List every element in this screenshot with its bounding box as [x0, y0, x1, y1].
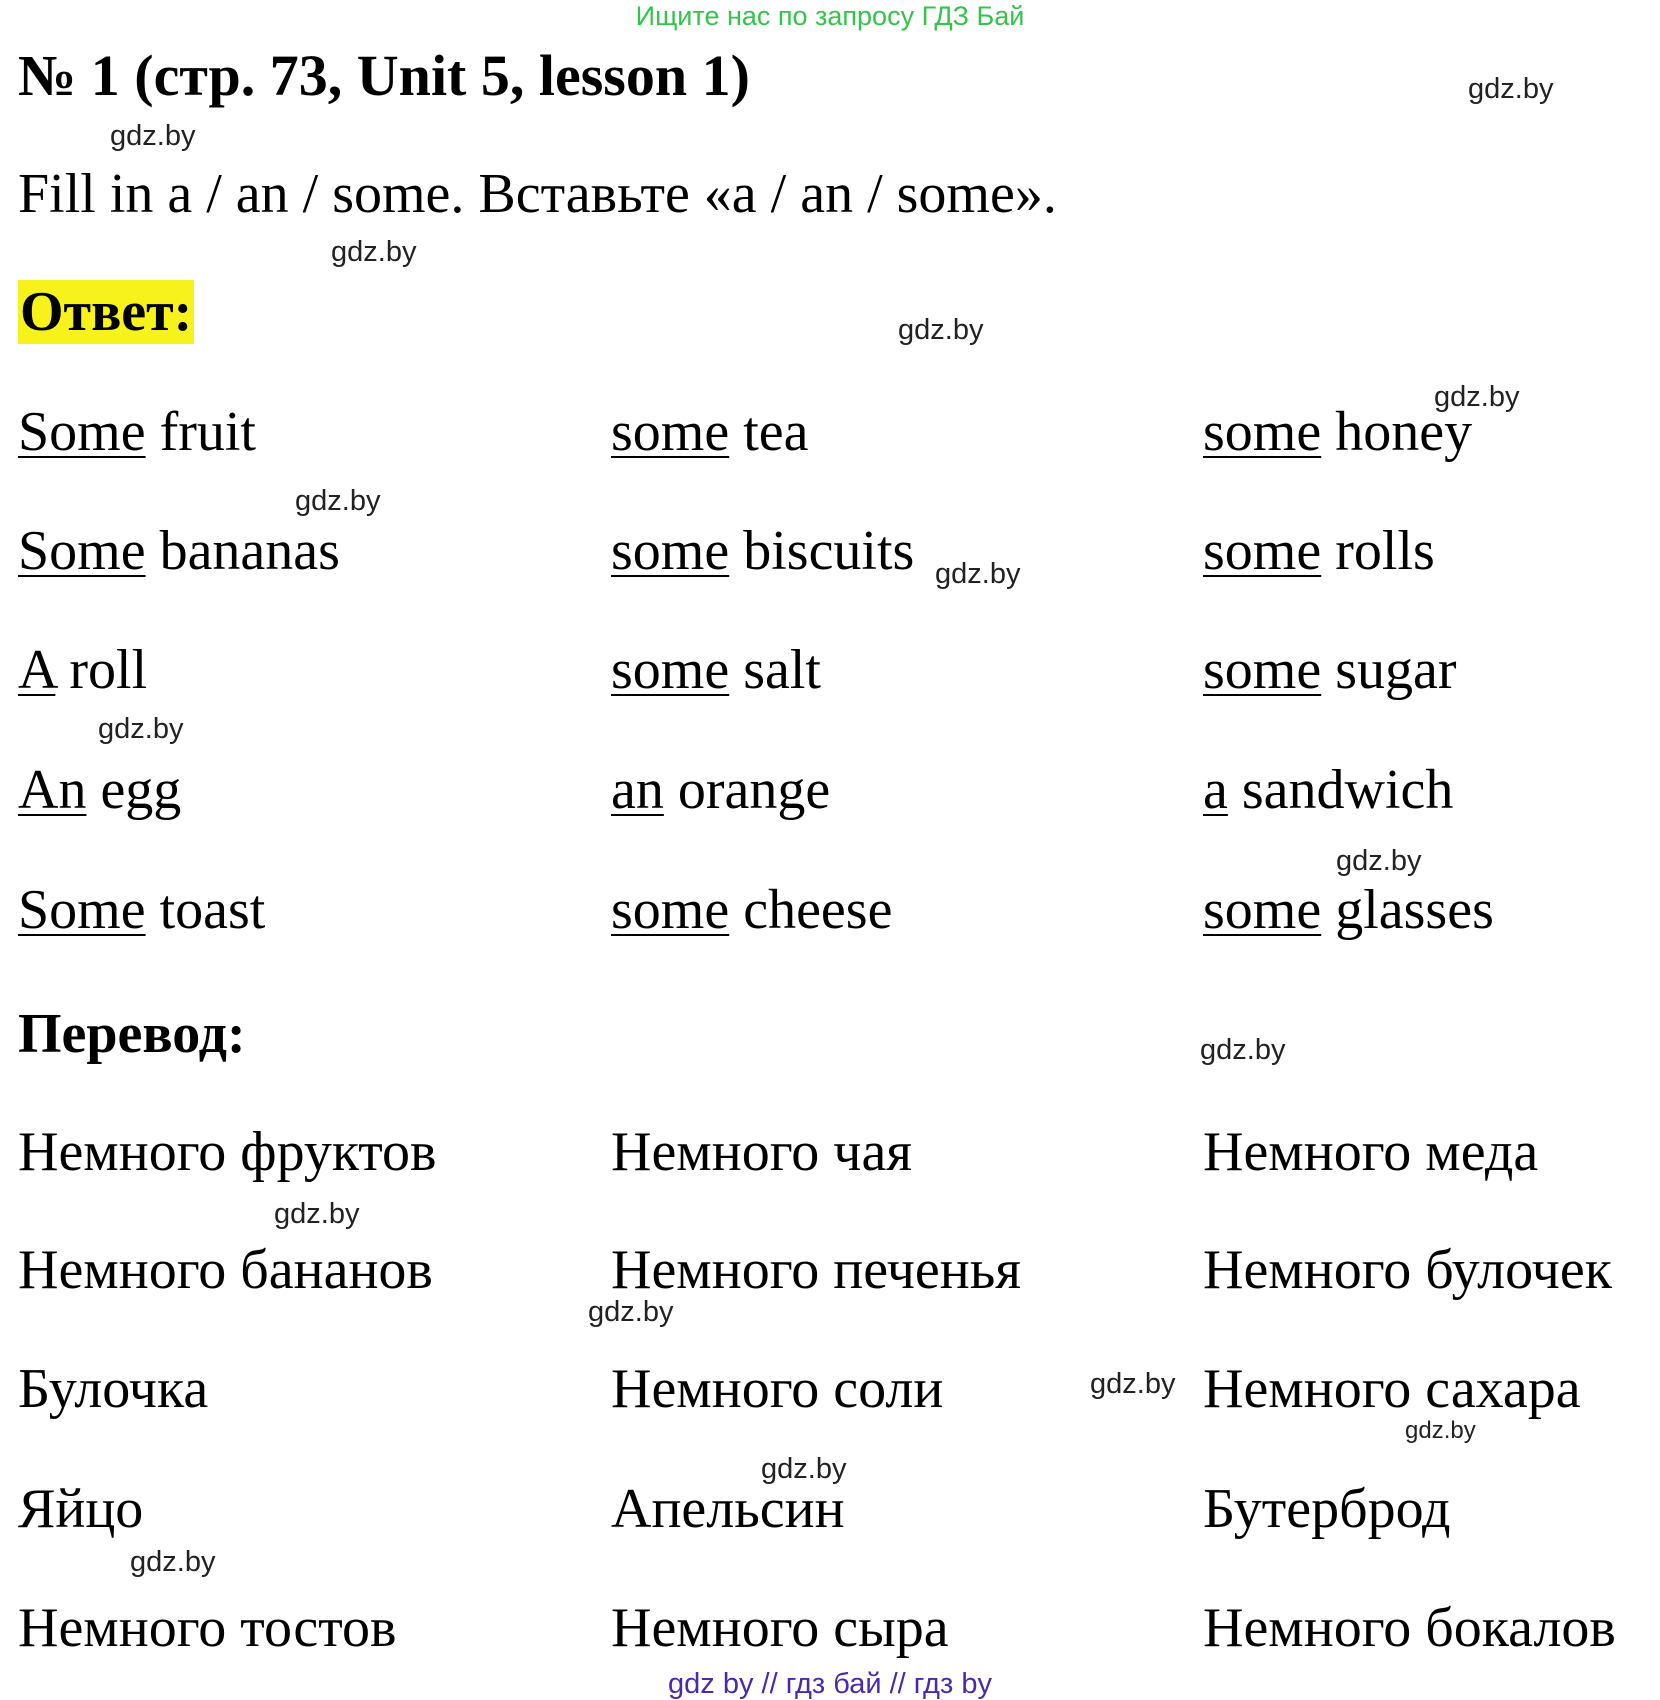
answer-item	[18, 756, 181, 824]
answer-word: tea	[729, 401, 809, 463]
answer-word: egg	[86, 759, 182, 821]
watermark: gdz.by	[274, 1198, 360, 1230]
watermark: gdz.by	[130, 1546, 216, 1578]
answer-word: honey	[1321, 401, 1473, 463]
footer-watermark: gdz by // гдз бай // гдз by	[668, 1668, 992, 1700]
answer-item	[18, 517, 340, 585]
watermark: gdz.by	[761, 1453, 847, 1485]
translation-item: Немного печенья	[611, 1239, 1021, 1301]
answer-word: bananas	[145, 520, 340, 582]
answer-item	[1203, 398, 1472, 466]
answer-item	[611, 756, 830, 824]
watermark: gdz.by	[1405, 1417, 1476, 1444]
answer-article: An	[18, 759, 87, 821]
watermark: gdz.by	[1434, 381, 1520, 413]
watermark: gdz.by	[1336, 845, 1422, 877]
watermark: gdz.by	[898, 314, 984, 346]
translation-item: Яйцо	[18, 1478, 144, 1540]
answer-article: some	[1203, 639, 1322, 701]
top-banner: Ищите нас по запросу ГДЗ Бай	[635, 1, 1025, 31]
watermark: gdz.by	[588, 1296, 674, 1328]
answer-word: roll	[55, 639, 148, 701]
translation-item: Немного сахара	[1203, 1358, 1581, 1420]
answer-word: sugar	[1321, 639, 1457, 701]
answer-article: some	[1203, 879, 1322, 941]
answer-label: Ответ:	[20, 281, 193, 343]
watermark: gdz.by	[935, 558, 1021, 590]
answer-word: rolls	[1321, 520, 1435, 582]
translation-item: Немного соли	[611, 1358, 944, 1420]
answer-word: glasses	[1321, 879, 1494, 941]
translation-item: Немного бананов	[18, 1239, 433, 1301]
translation-item: Немного фруктов	[18, 1121, 437, 1183]
answer-item	[1203, 876, 1494, 944]
translation-item: Булочка	[18, 1358, 209, 1420]
translation-item: Немного меда	[1203, 1121, 1539, 1183]
answer-word: biscuits	[729, 520, 915, 582]
answer-word: orange	[663, 759, 831, 821]
answer-item	[611, 636, 821, 704]
answer-article: A	[18, 639, 56, 701]
answer-item	[611, 398, 809, 466]
answer-item	[1203, 756, 1453, 824]
answer-word: toast	[145, 879, 266, 941]
watermark: gdz.by	[295, 485, 381, 517]
answer-article: some	[611, 401, 730, 463]
watermark: gdz.by	[1090, 1368, 1176, 1400]
answer-item	[18, 876, 265, 944]
answer-word: cheese	[729, 879, 893, 941]
watermark: gdz.by	[110, 120, 196, 152]
exercise-title: № 1 (стр. 73, Unit 5, lesson 1)	[18, 43, 750, 108]
answer-article: some	[611, 639, 730, 701]
answer-article: some	[1203, 520, 1322, 582]
answer-article: an	[611, 759, 664, 821]
answer-word: salt	[729, 639, 821, 701]
watermark: gdz.by	[1200, 1034, 1286, 1066]
translation-item: Немного тостов	[18, 1597, 397, 1659]
translation-item: Немного сыра	[611, 1597, 949, 1659]
answer-article: some	[611, 879, 730, 941]
answer-article: Some	[18, 879, 146, 941]
answer-item	[1203, 517, 1435, 585]
watermark: gdz.by	[331, 236, 417, 268]
translation-item: Бутерброд	[1203, 1478, 1451, 1540]
translation-label: Перевод:	[18, 1003, 246, 1065]
answer-article: Some	[18, 401, 146, 463]
answer-item	[1203, 636, 1457, 704]
answer-item	[18, 398, 256, 466]
watermark: gdz.by	[98, 713, 184, 745]
answer-item	[611, 517, 914, 585]
answer-word: fruit	[145, 401, 256, 463]
answer-article: some	[611, 520, 730, 582]
answer-article: some	[1203, 401, 1322, 463]
answer-item	[611, 876, 892, 944]
answer-item	[18, 636, 147, 704]
translation-item: Немного чая	[611, 1121, 913, 1183]
translation-item: Немного булочек	[1203, 1239, 1612, 1301]
answer-article: a	[1203, 759, 1228, 821]
exercise-instruction: Fill in a / an / some. Вставьте «a / an / some».	[18, 163, 1057, 225]
watermark: gdz.by	[1468, 73, 1554, 105]
translation-item: Апельсин	[611, 1478, 845, 1540]
answer-article: Some	[18, 520, 146, 582]
answer-word: sandwich	[1227, 759, 1454, 821]
translation-item: Немного бокалов	[1203, 1597, 1616, 1659]
